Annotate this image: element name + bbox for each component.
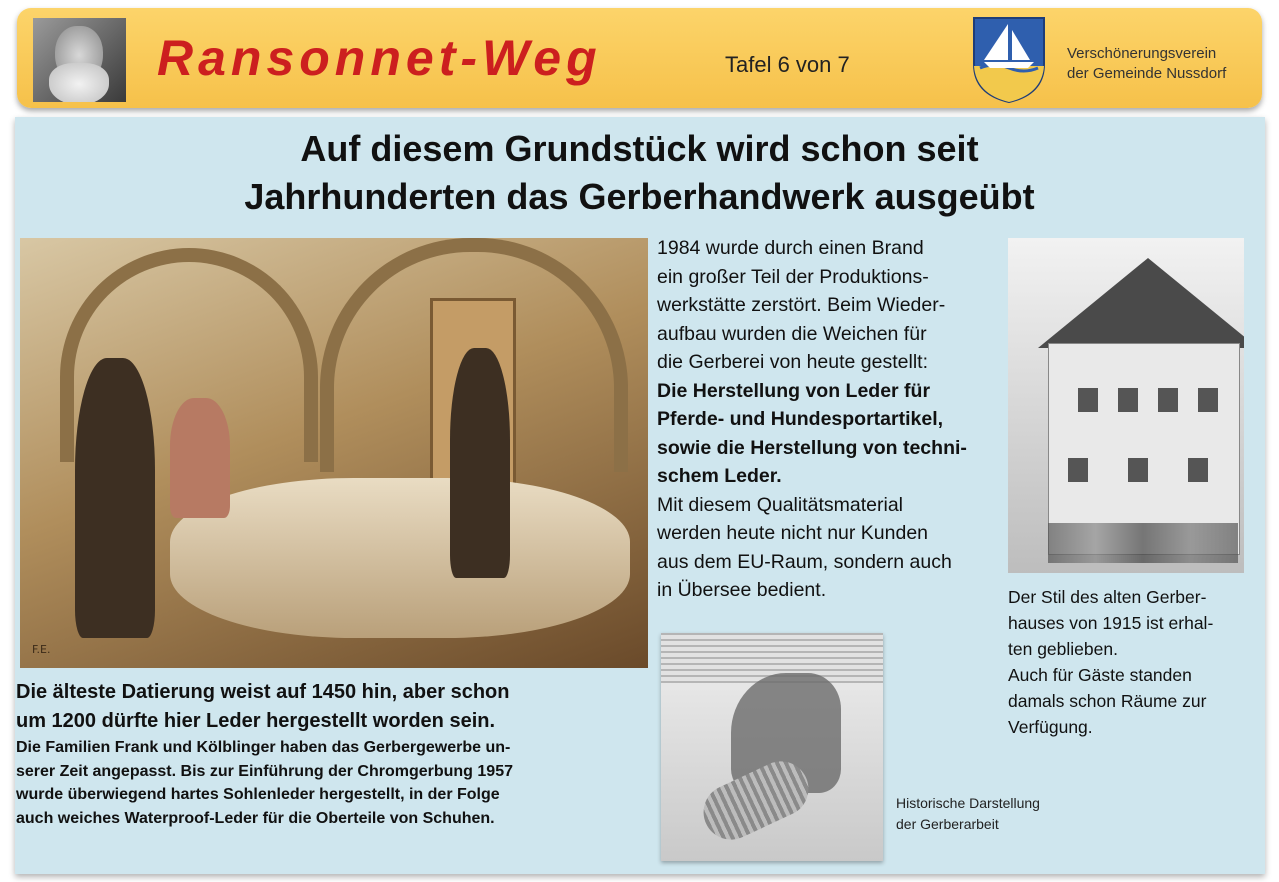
history-line: Mit diesem Qualitätsmaterial bbox=[657, 493, 903, 516]
headline bbox=[0, 125, 1279, 221]
house-window bbox=[1198, 388, 1218, 412]
history-line: die Gerberei von heute gestellt: bbox=[657, 351, 929, 373]
history-highlight-line: sowie die Herstellung von techni- bbox=[657, 436, 967, 459]
dating-heading-line: Die älteste Datierung weist auf 1450 hin, aber schon bbox=[16, 681, 510, 703]
panel-number: Tafel 6 von 7 bbox=[725, 52, 850, 77]
painting-signature: F.E. bbox=[32, 643, 51, 656]
headline-line-1: Auf diesem Grundstück wird schon seit bbox=[300, 128, 979, 169]
house-caption-line: Auch für Gäste standen bbox=[1008, 665, 1192, 685]
house-window bbox=[1078, 388, 1098, 412]
house-roof bbox=[1038, 258, 1244, 348]
painting-worker-middle bbox=[170, 398, 230, 518]
house-window bbox=[1068, 458, 1088, 482]
house-window bbox=[1158, 388, 1178, 412]
history-line: werkstätte zerstört. Beim Wieder- bbox=[657, 294, 946, 316]
dating-body-line: wurde überwiegend hartes Sohlenleder hergestellt, in der Folge bbox=[16, 786, 500, 803]
history-highlight-line: Pferde- und Hundesportartikel, bbox=[657, 408, 944, 430]
house-caption-line: hauses von 1915 ist erhal- bbox=[1008, 613, 1214, 633]
sketch-caption-line: der Gerberarbeit bbox=[896, 816, 999, 832]
historic-tanner-sketch bbox=[661, 633, 883, 861]
sketch-caption-line: Historische Darstellung bbox=[896, 795, 1040, 811]
painting-leather-hide bbox=[170, 478, 630, 638]
house-caption-line: ten geblieben. bbox=[1008, 639, 1118, 659]
portrait-beard bbox=[49, 63, 109, 102]
dating-body-line: serer Zeit angepasst. Bis zur Einführung der Chromgerbung 1957 bbox=[16, 762, 513, 780]
history-line: 1984 wurde durch einen Brand bbox=[657, 237, 924, 259]
association-line-2: der Gemeinde Nussdorf bbox=[1067, 65, 1227, 82]
tannery-house-photo bbox=[1008, 238, 1244, 573]
painting-worker-left bbox=[75, 358, 155, 638]
tannery-painting bbox=[20, 238, 648, 668]
history-line: aufbau wurden die Weichen für bbox=[657, 322, 927, 345]
house-window bbox=[1188, 458, 1208, 482]
dating-text bbox=[16, 678, 656, 830]
house-caption bbox=[1008, 584, 1248, 740]
history-line: ein großer Teil der Produktions- bbox=[657, 265, 929, 288]
association-name bbox=[1067, 44, 1226, 84]
dating-heading-line: um 1200 dürfte hier Leder hergestellt worden sein. bbox=[16, 710, 496, 732]
sketch-caption bbox=[896, 793, 1040, 835]
headline-line-2: Jahrhunderten das Gerberhandwerk ausgeübt bbox=[244, 176, 1035, 217]
painting-worker-right bbox=[450, 348, 510, 578]
header-banner bbox=[17, 8, 1262, 108]
house-window bbox=[1118, 388, 1138, 412]
portrait-image bbox=[33, 18, 126, 102]
page-title: Ransonnet-Weg bbox=[157, 30, 602, 86]
house-caption-line: Verfügung. bbox=[1008, 717, 1093, 737]
dating-body-line: auch weiches Waterproof-Leder für die Oberteile von Schuhen. bbox=[16, 809, 495, 827]
house-caption-line: damals schon Räume zur bbox=[1008, 691, 1207, 711]
history-line: werden heute nicht nur Kunden bbox=[657, 522, 929, 544]
house-caption-line: Der Stil des alten Gerber- bbox=[1008, 587, 1207, 607]
history-text bbox=[657, 234, 1002, 605]
history-line: aus dem EU-Raum, sondern auch bbox=[657, 550, 952, 573]
coat-of-arms-icon bbox=[970, 14, 1048, 104]
history-highlight-line: schem Leder. bbox=[657, 465, 782, 487]
dating-body-line: Die Familien Frank und Kölblinger haben das Gerbergewerbe un- bbox=[16, 739, 511, 756]
house-people bbox=[1048, 523, 1238, 563]
house-window bbox=[1128, 458, 1148, 482]
history-highlight-line: Die Herstellung von Leder für bbox=[657, 379, 931, 402]
history-line: in Übersee bedient. bbox=[657, 579, 827, 601]
association-line-1: Verschönerungsverein bbox=[1067, 45, 1217, 62]
